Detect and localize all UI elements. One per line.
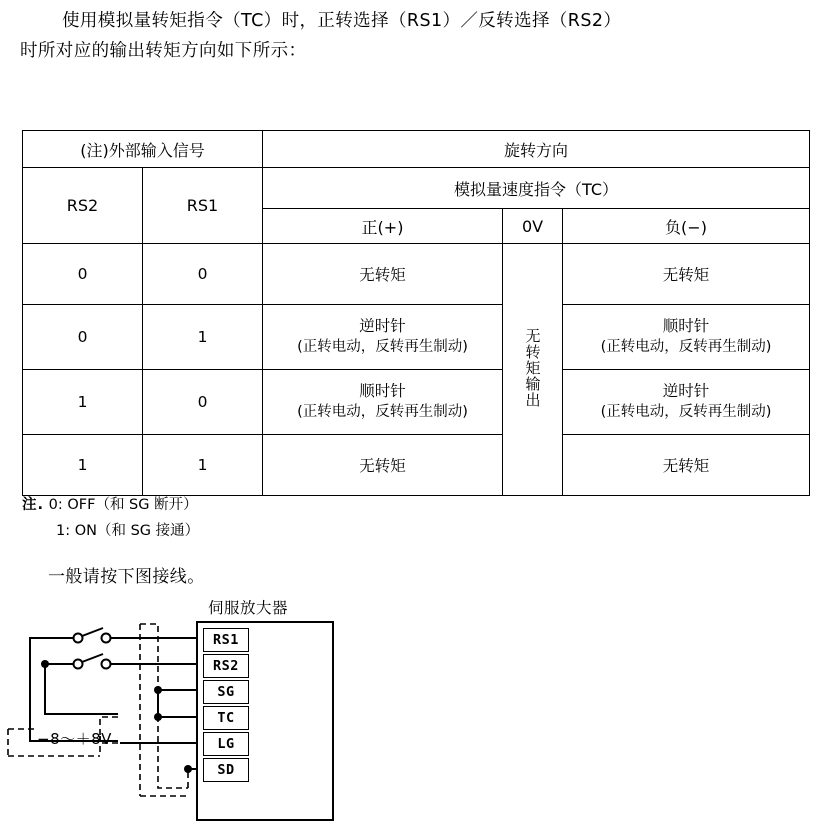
terminal-rs1: RS1 bbox=[203, 628, 249, 652]
header-external-input: (注)外部输入信号 bbox=[23, 131, 263, 168]
table-row bbox=[23, 244, 810, 305]
cell-rs1: 0 bbox=[143, 244, 263, 305]
cell-negative-top: 顺时针 bbox=[662, 317, 710, 335]
table-header-row-2 bbox=[23, 168, 810, 209]
cell-negative-bottom: (正转电动，反转再生制动) bbox=[600, 339, 772, 355]
table-header-row-1 bbox=[23, 131, 810, 168]
header-rs1: RS1 bbox=[143, 168, 263, 244]
cell-positive-bottom: (正转电动，反转再生制动) bbox=[297, 404, 468, 420]
table-row bbox=[23, 435, 810, 496]
cell-positive: 无转矩 bbox=[263, 244, 503, 305]
cell-positive bbox=[263, 370, 503, 435]
header-analog-speed-command: 模拟量速度指令（TC） bbox=[263, 168, 810, 209]
header-negative: 负(−) bbox=[563, 209, 810, 244]
cell-rs2: 0 bbox=[23, 305, 143, 370]
header-rs2: RS2 bbox=[23, 168, 143, 244]
cell-rs2: 0 bbox=[23, 244, 143, 305]
wiring-instruction-paragraph: 一般请按下图接线。 bbox=[48, 567, 205, 587]
servo-amplifier-title: 伺服放大器 bbox=[208, 599, 289, 617]
header-positive: 正(+) bbox=[263, 209, 503, 244]
wiring-diagram bbox=[0, 596, 400, 821]
cell-rs1: 0 bbox=[143, 370, 263, 435]
cell-negative: 无转矩 bbox=[563, 244, 810, 305]
note-line-1 bbox=[22, 492, 199, 518]
intro-paragraph bbox=[20, 6, 810, 66]
cell-negative-top: 逆时针 bbox=[662, 382, 710, 400]
cell-positive: 无转矩 bbox=[263, 435, 503, 496]
table-row bbox=[23, 305, 810, 370]
note-line-2 bbox=[22, 518, 199, 544]
note-text-2: 1: ON（和 SG 接通） bbox=[56, 523, 200, 539]
header-rotation-direction: 旋转方向 bbox=[263, 131, 810, 168]
cell-rs2: 1 bbox=[23, 435, 143, 496]
table-row bbox=[23, 370, 810, 435]
table-notes bbox=[22, 492, 199, 544]
zero-output-vertical-text: 无转矩输出 bbox=[523, 327, 542, 408]
cell-positive-bottom: (正转电动，反转再生制动) bbox=[297, 339, 468, 355]
terminal-sd: SD bbox=[203, 758, 249, 782]
cell-rs2: 1 bbox=[23, 370, 143, 435]
note-text-1: 0: OFF（和 SG 断开） bbox=[48, 497, 198, 513]
torque-direction-table bbox=[22, 130, 809, 496]
terminal-lg: LG bbox=[203, 732, 249, 756]
cell-zero-output bbox=[503, 244, 563, 496]
cell-negative-bottom: (正转电动，反转再生制动) bbox=[600, 404, 772, 420]
terminal-sg: SG bbox=[203, 680, 249, 704]
terminal-rs2: RS2 bbox=[203, 654, 249, 678]
intro-line-1: 使用模拟量转矩指令（TC）时，正转选择（RS1）／反转选择（RS2） bbox=[62, 11, 622, 31]
cell-rs1: 1 bbox=[143, 305, 263, 370]
note-label: 注. bbox=[22, 497, 45, 513]
cell-rs1: 1 bbox=[143, 435, 263, 496]
cell-positive-top: 顺时针 bbox=[359, 382, 406, 400]
header-zero-volt: 0V bbox=[503, 209, 563, 244]
voltage-source-label: −8～＋8V bbox=[37, 730, 112, 748]
cell-negative bbox=[563, 305, 810, 370]
cell-negative: 无转矩 bbox=[563, 435, 810, 496]
intro-line-2: 时所对应的输出转矩方向如下所示： bbox=[20, 41, 307, 61]
cell-negative bbox=[563, 370, 810, 435]
cell-positive-top: 逆时针 bbox=[359, 317, 406, 335]
cell-positive bbox=[263, 305, 503, 370]
terminal-tc: TC bbox=[203, 706, 249, 730]
